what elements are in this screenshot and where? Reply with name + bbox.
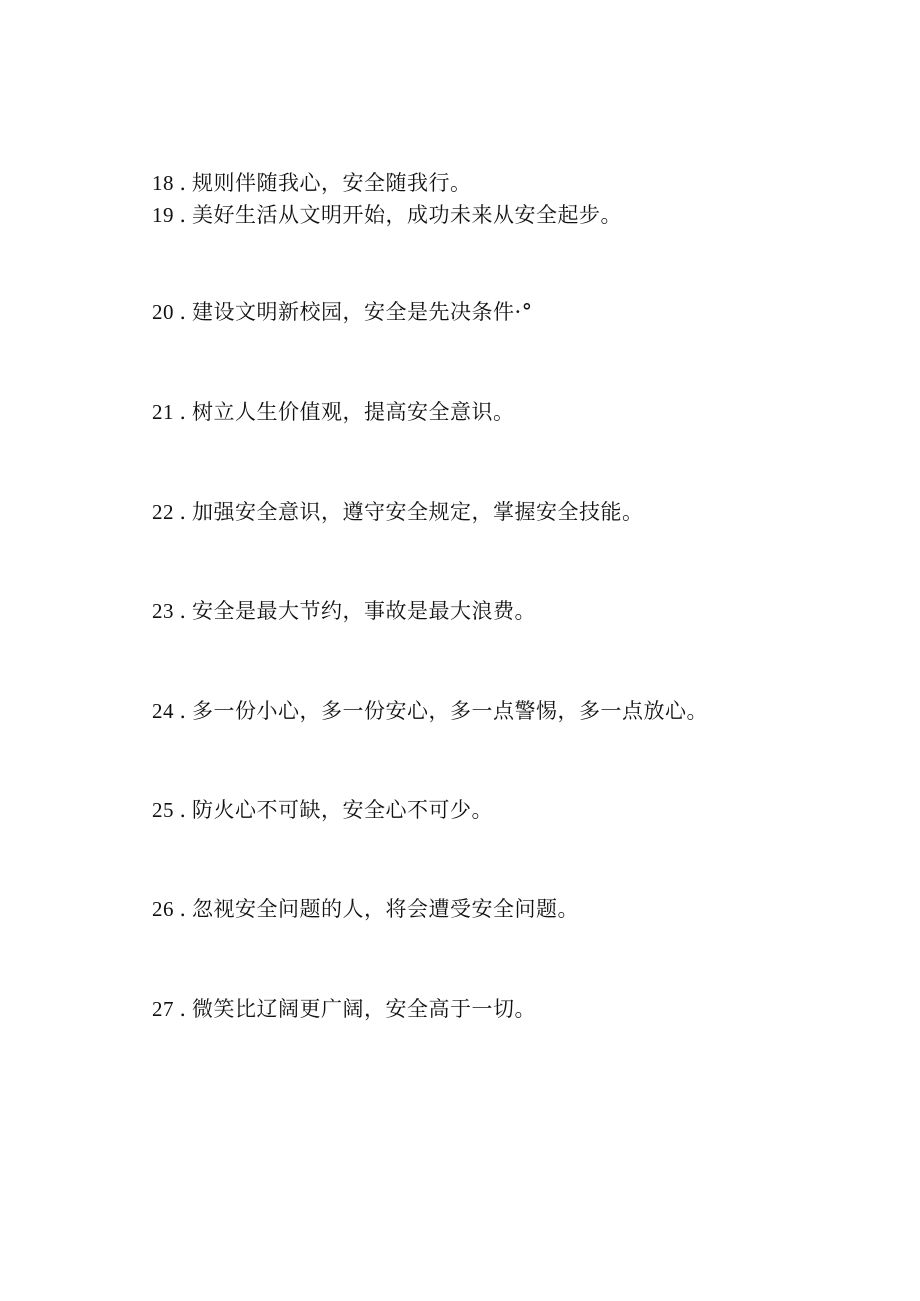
item-text: 防火心不可缺，安全心不可少。 <box>192 798 493 822</box>
item-text: 多一份小心，多一份安心，多一点警惕，多一点放心。 <box>192 699 708 723</box>
item-separator: . <box>179 203 187 227</box>
item-number: 20 <box>152 300 174 324</box>
item-number: 26 <box>152 897 174 921</box>
item-separator: . <box>179 897 187 921</box>
item-text: 安全是最大节约，事故是最大浪费。 <box>192 599 536 623</box>
item-separator: . <box>179 400 187 424</box>
item-text: 美好生活从文明开始，成功未来从安全起步。 <box>192 203 622 227</box>
list-item <box>152 596 536 626</box>
item-separator: . <box>179 171 187 195</box>
item-separator: . <box>179 599 187 623</box>
list-item <box>152 168 472 198</box>
item-text: 规则伴随我心，安全随我行。 <box>192 171 472 195</box>
item-text: 微笑比辽阔更广阔，安全高于一切。 <box>192 997 536 1021</box>
item-separator: . <box>179 500 187 524</box>
list-item <box>152 497 644 527</box>
item-number: 18 <box>152 171 174 195</box>
item-text: 忽视安全问题的人，将会遭受安全问题。 <box>192 897 579 921</box>
item-number: 24 <box>152 699 174 723</box>
list-item <box>152 397 515 427</box>
item-separator: . <box>179 798 187 822</box>
list-item <box>152 200 622 230</box>
item-text: 树立人生价值观，提高安全意识。 <box>192 400 515 424</box>
item-separator: . <box>179 699 187 723</box>
list-item <box>152 894 579 924</box>
list-item <box>152 297 533 327</box>
item-number: 23 <box>152 599 174 623</box>
list-item <box>152 795 493 825</box>
list-item <box>152 696 708 726</box>
item-separator: . <box>179 997 187 1021</box>
item-number: 21 <box>152 400 174 424</box>
item-number: 25 <box>152 798 174 822</box>
item-text: 建设文明新校园，安全是先决条件·° <box>192 300 533 324</box>
item-number: 22 <box>152 500 174 524</box>
item-number: 27 <box>152 997 174 1021</box>
item-text: 加强安全意识，遵守安全规定，掌握安全技能。 <box>192 500 644 524</box>
item-separator: . <box>179 300 187 324</box>
list-item <box>152 994 536 1024</box>
item-number: 19 <box>152 203 174 227</box>
